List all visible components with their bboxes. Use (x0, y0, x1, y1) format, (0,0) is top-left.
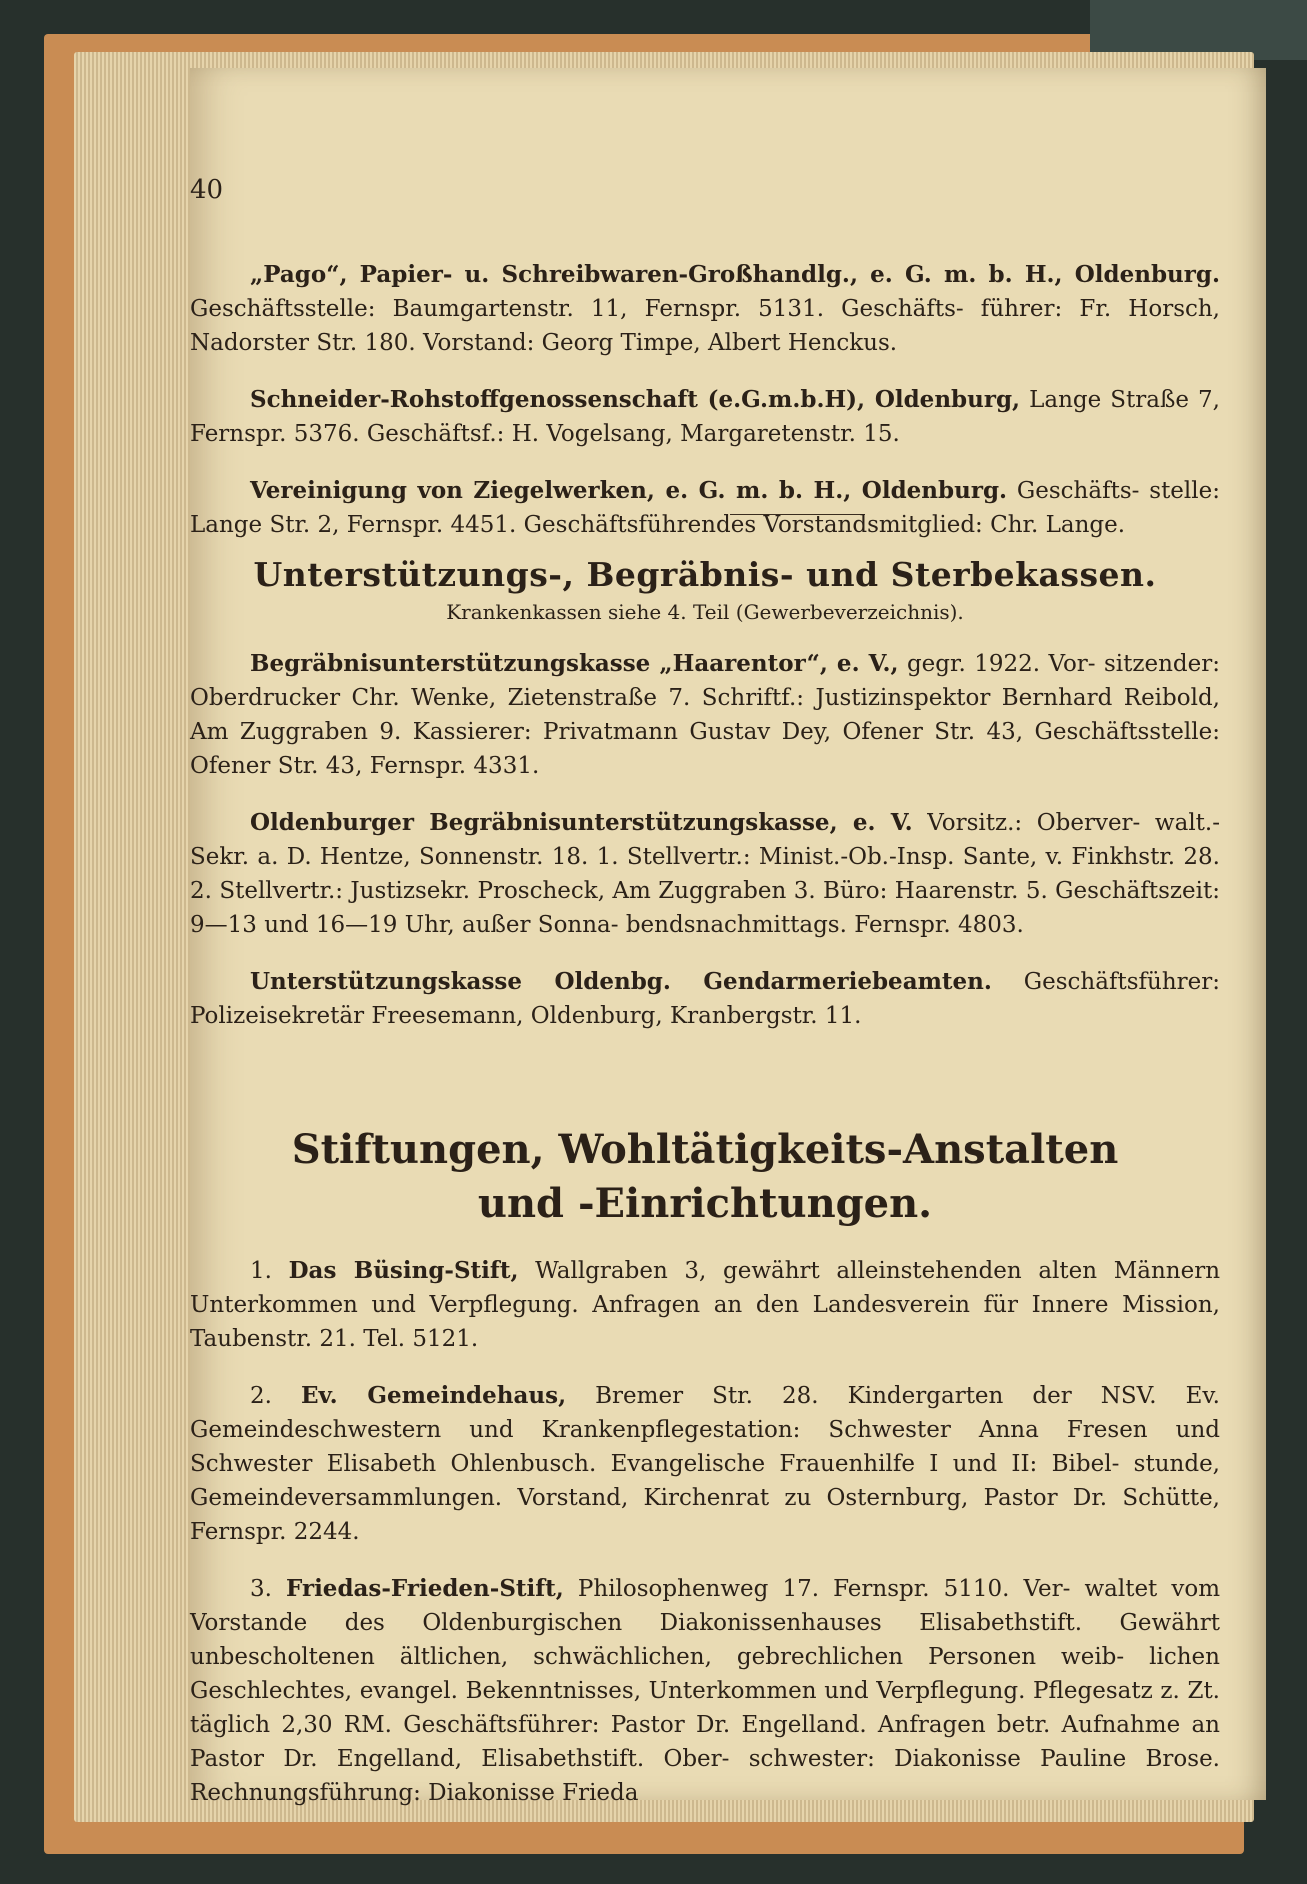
entry-name: Friedas-Frieden-Stift, (286, 1575, 564, 1602)
entry-number: 1. (250, 1258, 272, 1284)
page-number: 40 (190, 175, 224, 205)
entry-haarentor (190, 647, 1220, 783)
entry-text: Vorsitz.: Oberver- walt.-Sekr. a. D. Hentze, Sonnenstr. 18. 1. Stellvertr.: Minist.-Ob.-Insp. Sante, v. Finkhstr. 28. 2. Stellvertr.: Justizsekr. Proscheck, Am Zuggraben 3. Büro: Haarenstr. 5. Geschäftszeit: 9—13 und 16—19 Uhr, außer Sonna- bendsnachmittags. Fernspr. 4803. (190, 810, 1221, 938)
title-line-1: Stiftungen, Wohltätigkeits-Anstalten (291, 1126, 1119, 1173)
section-title-kassen: Unterstützungs-, Begräbnis- und Sterbekassen. (253, 555, 1157, 594)
entry-number: 2. (250, 1383, 272, 1409)
section-note: Krankenkassen siehe 4. Teil (Gewerbeverzeichnis). (446, 600, 964, 624)
section-title-stiftungen (190, 1123, 1220, 1231)
entry-number: 3. (250, 1576, 272, 1602)
title-line-2: und -Einrichtungen. (477, 1180, 933, 1227)
entry-text: Bremer Str. 28. Kindergarten der NSV. Ev. Gemeindeschwestern und Krankenpflegestation: Schwester Anna Fresen und Schwester Elisabeth Ohlenbusch. Evangelische Frauenhilfe I und II: Bibel- stunde, Gemeindeversammlungen. Vorstand, Kirchenrat zu Osternburg, Pastor Dr. Schütte, Fernspr. 2244. (190, 1383, 1220, 1545)
entry-ziegelwerke (190, 474, 1220, 542)
entry-name: Begräbnisunterstützungskasse „Haarentor“, e. V., (250, 650, 899, 677)
entry-name: Das Büsing-Stift, (288, 1257, 519, 1284)
entry-friedas-stift (190, 1572, 1220, 1810)
entry-oldenburger-kasse (190, 806, 1220, 942)
entry-text: gegr. 1922. Vor- sitzender: Oberdrucker Chr. Wenke, Zietenstraße 7. Schriftf.: Justizinspektor Bernhard Reibold, Am Zuggraben 9. Kassierer: Privatmann Gustav Dey, Ofener Str. 43, Geschäftsstelle: Ofener Str. 43, Fernspr. 4331. (190, 651, 1221, 779)
entry-text: Wallgraben 3, gewährt alleinstehenden alten Männern Unterkommen und Verpflegung. Anfragen an den Landesverein für Innere Mission, Taubenstr. 21. Tel. 5121. (190, 1258, 1221, 1352)
entry-name: Vereinigung von Ziegelwerken, e. G. m. b. H., Oldenburg. (250, 477, 1008, 504)
entry-name: „Pago“, Papier- u. Schreibwaren-Großhandlg., e. G. m. b. H., Oldenburg. (250, 261, 1220, 288)
entry-text: Lange Straße 7, Fernspr. 5376. Geschäftsf.: H. Vogelsang, Margaretenstr. 15. (190, 387, 1220, 447)
entry-text: Geschäftsstelle: Baumgartenstr. 11, Fernspr. 5131. Geschäfts- führer: Fr. Horsch, Nadorster Str. 180. Vorstand: Georg Timpe, Albert Henckus. (190, 296, 1220, 356)
entry-text: Philosophenweg 17. Fernspr. 5110. Ver- waltet vom Vorstande des Oldenburgischen Diakonissenhauses Elisabethstift. Gewährt unbescholtenen ältlichen, schwächlichen, gebrechlichen Personen weib- lichen Geschlechtes, evangel. Bekenntnisses, Unterkommen und Verpflegung. Pflegesatz z. Zt. täglich 2,30 RM. Geschäftsführer: Pastor Dr. Engelland. Anfragen betr. Aufnahme an Pastor Dr. Engelland, Elisabethstift. Ober- schwester: Diakonisse Pauline Brose. Rechnungsführung: Diakonisse Frieda (190, 1576, 1221, 1806)
entry-gemeindehaus (190, 1379, 1220, 1549)
entry-pago (190, 258, 1220, 360)
entry-buesing-stift (190, 1254, 1220, 1356)
entry-name: Ev. Gemeindehaus, (301, 1382, 567, 1409)
entry-text: Geschäfts- stelle: Lange Str. 2, Fernspr. 4451. Geschäftsführendes Vorstandsmitglied: Chr. Lange. (190, 478, 1220, 538)
entry-text: Geschäftsführer: Polizeisekretär Freesemann, Oldenburg, Kranbergstr. 11. (190, 969, 1221, 1029)
cover-shadow (1090, 0, 1307, 60)
entry-name: Unterstützungskasse Oldenbg. Gendarmeriebeamten. (250, 968, 992, 995)
entry-gendarmerie (190, 965, 1220, 1033)
entry-schneider (190, 383, 1220, 451)
entries-list (190, 235, 1220, 1822)
entry-name: Schneider-Rohstoffgenossenschaft (e.G.m.b.H), Oldenburg, (250, 386, 1021, 413)
entry-name: Oldenburger Begräbnisunterstützungskasse, e. V. (250, 809, 913, 836)
